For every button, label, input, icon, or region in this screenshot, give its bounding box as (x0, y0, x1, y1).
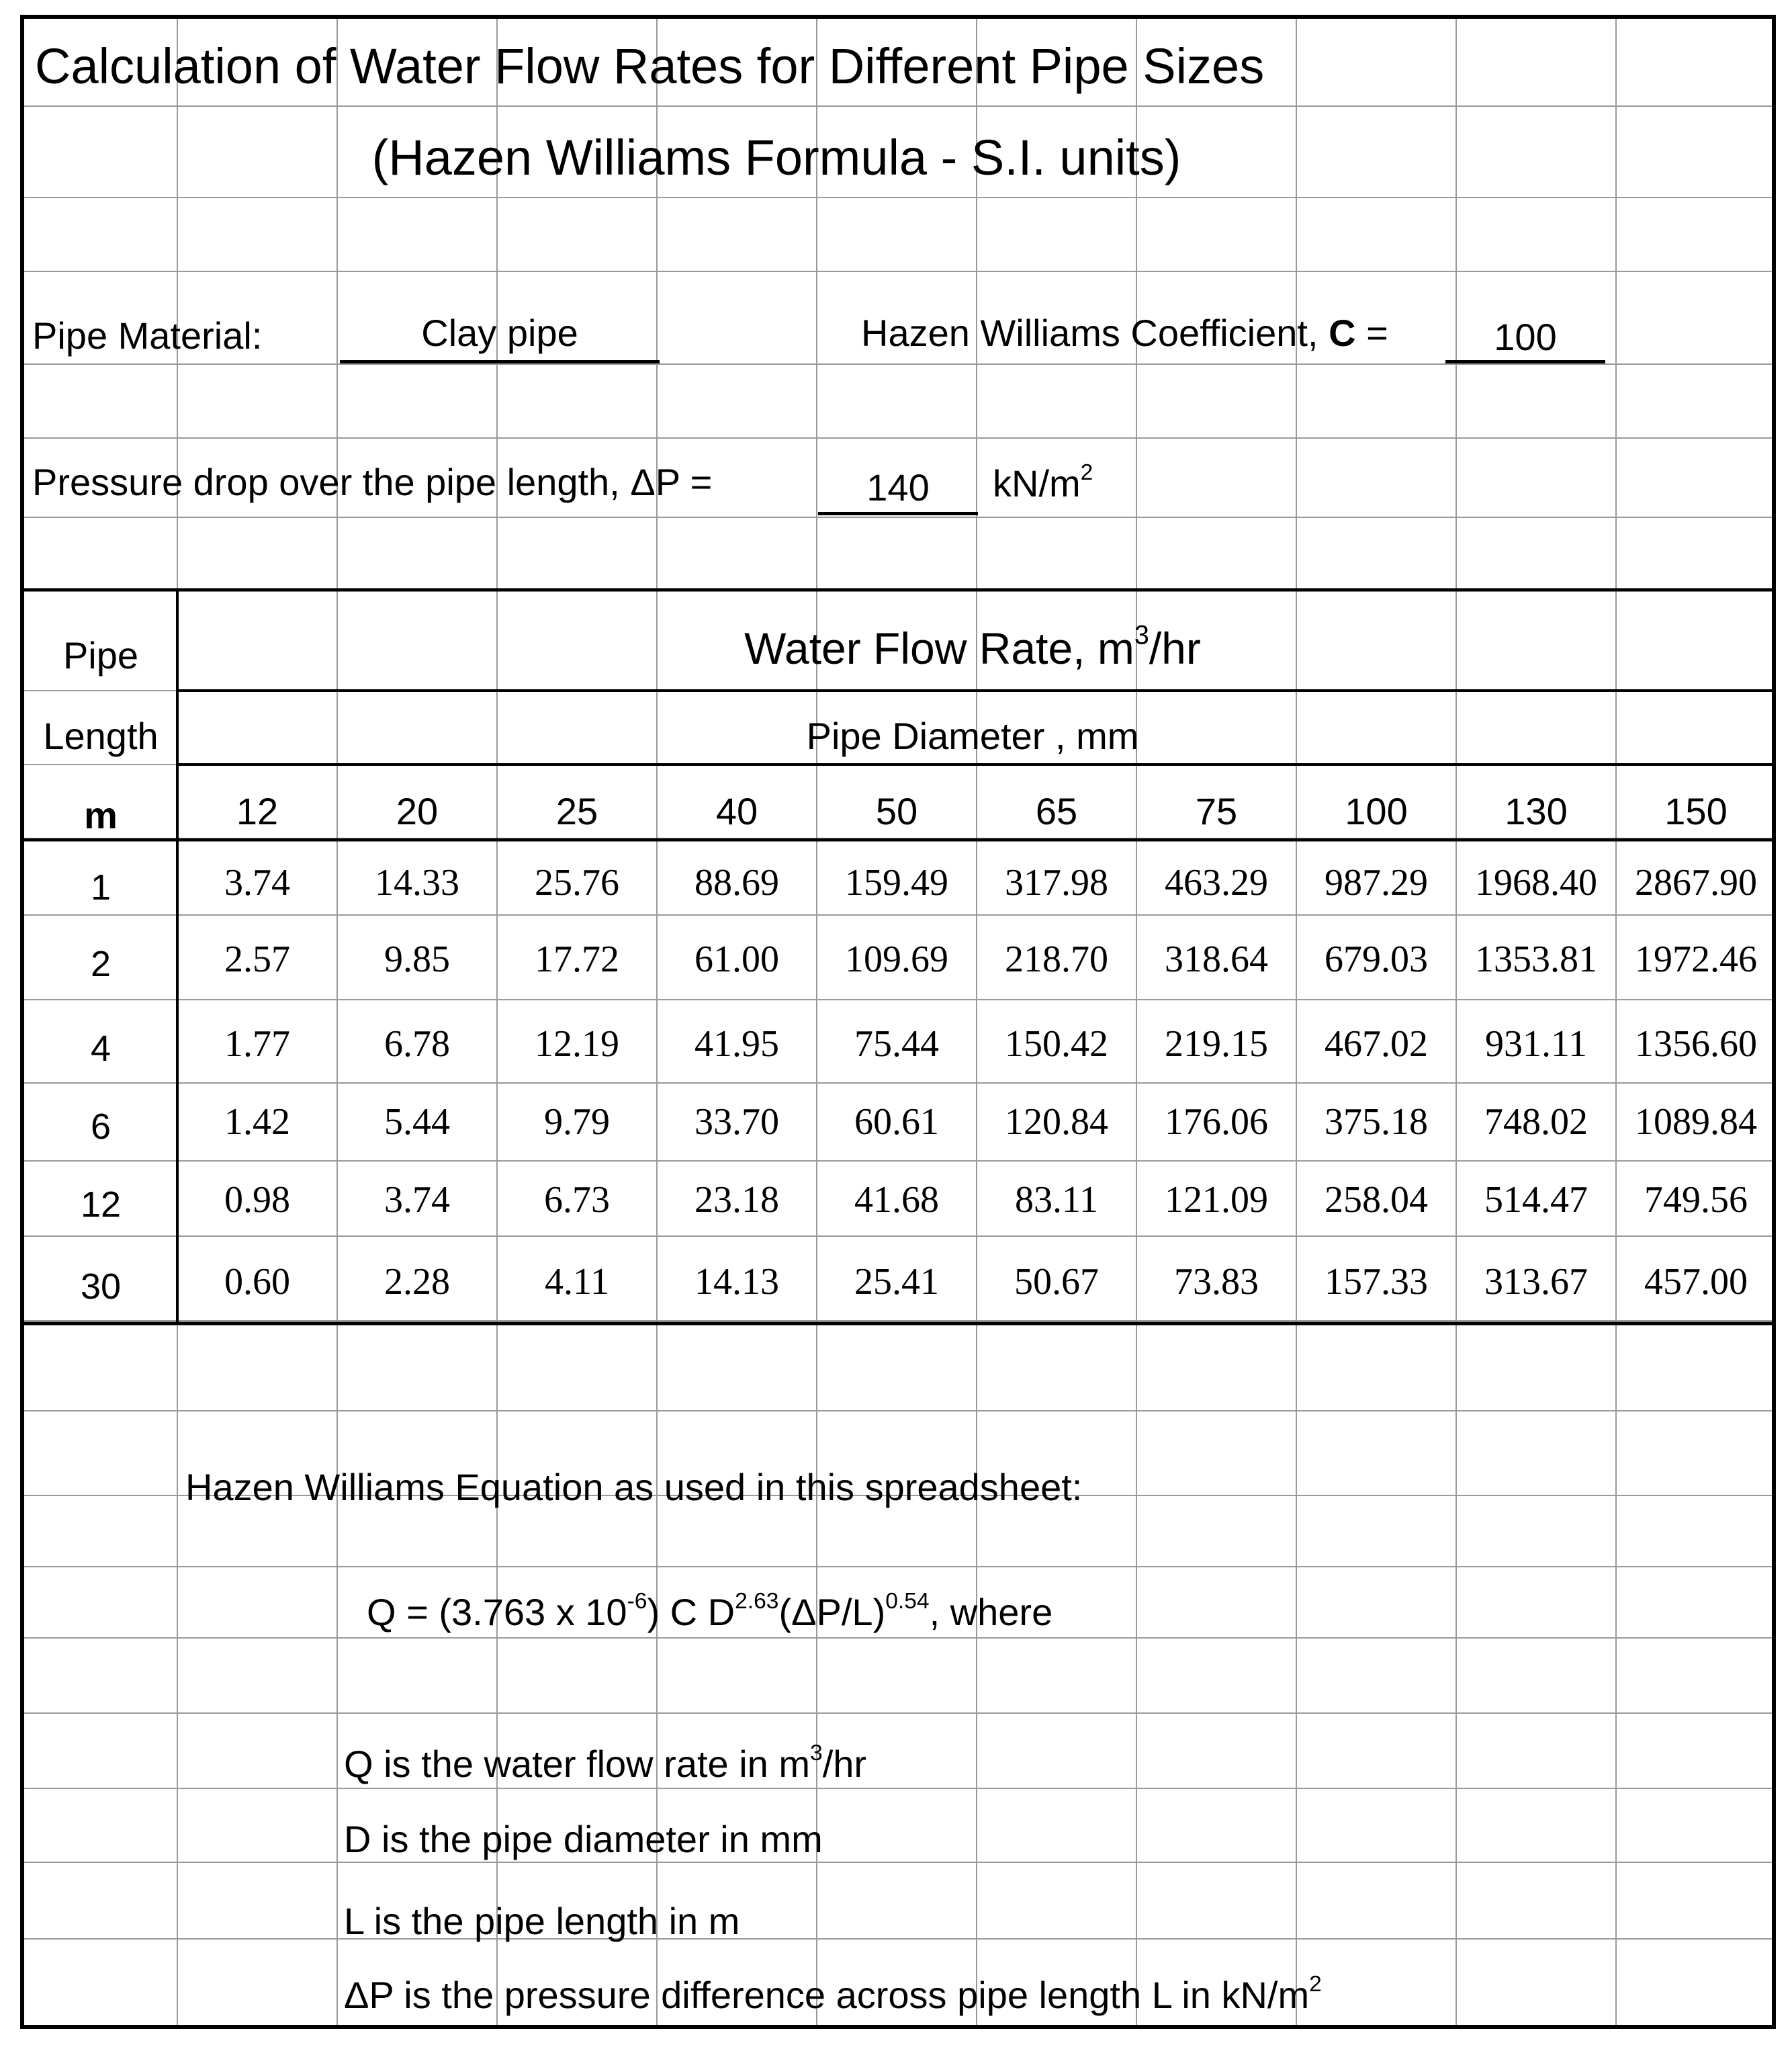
diameter-header-50: 50 (875, 790, 918, 832)
table-cell[interactable]: 467.02 (1325, 1023, 1428, 1065)
pipe-material-label: Pipe Material: (32, 314, 263, 357)
diameter-header-75: 75 (1195, 790, 1238, 832)
page-subtitle: (Hazen Williams Formula - S.I. units) (371, 130, 1181, 185)
table-cell[interactable]: 41.68 (854, 1179, 939, 1221)
table-cell[interactable]: 61.00 (695, 939, 779, 980)
table-cell[interactable]: 1972.46 (1635, 939, 1757, 980)
table-cell[interactable]: 109.69 (845, 939, 948, 980)
row-length: 4 (90, 1029, 111, 1069)
diameter-header-25: 25 (555, 790, 598, 832)
table-cell[interactable]: 150.42 (1005, 1023, 1108, 1065)
table-cell[interactable]: 176.06 (1165, 1101, 1268, 1143)
pipe-material-underline (340, 360, 660, 363)
diameter-header-20: 20 (396, 790, 439, 832)
table-cell[interactable]: 1968.40 (1475, 862, 1597, 904)
table-cell[interactable]: 157.33 (1325, 1261, 1428, 1303)
diameter-header-12: 12 (236, 790, 279, 832)
table-cell[interactable]: 50.67 (1014, 1261, 1099, 1303)
table-cell[interactable]: 25.76 (535, 862, 619, 904)
table-cell[interactable]: 2.28 (384, 1261, 450, 1303)
row-length: 6 (90, 1106, 111, 1147)
table-cell[interactable]: 514.47 (1484, 1179, 1588, 1221)
table-cell[interactable]: 6.78 (384, 1023, 450, 1065)
table-cell[interactable]: 73.83 (1174, 1261, 1259, 1303)
diameter-header-100: 100 (1345, 790, 1408, 832)
coefficient-underline (1445, 360, 1605, 363)
table-cell[interactable]: 0.60 (224, 1261, 290, 1303)
pressure-value[interactable]: 140 (866, 466, 930, 509)
table-cell[interactable]: 1089.84 (1635, 1101, 1757, 1143)
equation: Q = (3.763 x $10^{-6}$) C $D^{2.63}(\Delta P/L)^{0.54}$, where (367, 1588, 1053, 1633)
coefficient-value[interactable]: 100 (1494, 316, 1557, 358)
row-length: 1 (90, 867, 111, 908)
diameter-title: Pipe Diameter , mm (806, 715, 1139, 757)
table-cell[interactable]: 88.69 (695, 862, 779, 904)
table-cell[interactable]: 6.73 (544, 1179, 610, 1221)
table-cell[interactable]: 9.85 (384, 939, 450, 980)
diameter-header-65: 65 (1035, 790, 1078, 832)
table-cell[interactable]: 318.64 (1165, 939, 1268, 980)
table-cell[interactable]: 14.13 (695, 1261, 779, 1303)
diameter-header-40: 40 (715, 790, 758, 832)
table-cell[interactable]: 2.57 (224, 939, 290, 980)
spreadsheet (20, 15, 1776, 2029)
table-cell[interactable]: 987.29 (1325, 862, 1428, 904)
table-cell[interactable]: 23.18 (695, 1179, 779, 1221)
table-cell[interactable]: 33.70 (695, 1101, 779, 1143)
table-cell[interactable]: 218.70 (1005, 939, 1108, 980)
pressure-underline (818, 512, 978, 515)
table-cell[interactable]: 931.11 (1485, 1023, 1587, 1065)
table-cell[interactable]: 14.33 (375, 862, 459, 904)
d-definition: D is the pipe diameter in mm (344, 1818, 823, 1860)
page-title: Calculation of Water Flow Rates for Different Pipe Sizes (35, 38, 1265, 94)
table-cell[interactable]: 9.79 (544, 1101, 610, 1143)
diameter-header-150: 150 (1664, 790, 1728, 832)
table-cell[interactable]: 25.41 (854, 1261, 939, 1303)
pipe-material-value[interactable]: Clay pipe (421, 312, 578, 354)
table-cell[interactable]: 749.56 (1644, 1179, 1748, 1221)
table-cell[interactable]: 313.67 (1484, 1261, 1588, 1303)
table-cell[interactable]: 120.84 (1005, 1101, 1108, 1143)
pressure-unit: $kN/m^2$ (993, 460, 1093, 505)
l-definition: L is the pipe length in m (344, 1900, 740, 1942)
table-cell[interactable]: 3.74 (224, 862, 290, 904)
table-cell[interactable]: 1356.60 (1635, 1023, 1757, 1065)
table-cell[interactable]: 60.61 (854, 1101, 939, 1143)
table-cell[interactable]: 375.18 (1325, 1101, 1428, 1143)
table-cell[interactable]: 748.02 (1484, 1101, 1588, 1143)
dp-definition: ΔP is the pressure difference across pipe length L in $kN/m^2$ (344, 1971, 1322, 2016)
row-length: 30 (80, 1266, 122, 1307)
header-m: m (84, 794, 118, 836)
flow-rate-title: Water Flow Rate, $m^3/hr$ (744, 620, 1201, 673)
table-cell[interactable]: 258.04 (1325, 1179, 1428, 1221)
table-cell[interactable]: 0.98 (224, 1179, 290, 1221)
coefficient-label: Hazen Williams Coefficient, C = (861, 312, 1388, 354)
table-cell[interactable]: 463.29 (1165, 862, 1268, 904)
table-cell[interactable]: 1.77 (224, 1023, 290, 1065)
table-cell[interactable]: 4.11 (545, 1261, 609, 1303)
q-definition: Q is the water flow rate in $m^3/hr$ (344, 1740, 867, 1785)
table-cell[interactable]: 1.42 (224, 1101, 290, 1143)
diameter-header-130: 130 (1505, 790, 1568, 832)
table-cell[interactable]: 3.74 (384, 1179, 450, 1221)
table-cell[interactable]: 5.44 (384, 1101, 450, 1143)
table-cell[interactable]: 2867.90 (1635, 862, 1757, 904)
header-pipe: Pipe (62, 634, 139, 677)
row-length: 12 (80, 1184, 122, 1225)
table-cell[interactable]: 75.44 (854, 1023, 939, 1065)
pressure-label: Pressure drop over the pipe length, ΔP = (32, 461, 713, 503)
table-cell[interactable]: 83.11 (1015, 1179, 1098, 1221)
table-cell[interactable]: 12.19 (535, 1023, 619, 1065)
table-cell[interactable]: 317.98 (1005, 862, 1108, 904)
table-cell[interactable]: 219.15 (1165, 1023, 1268, 1065)
table-cell[interactable]: 17.72 (535, 939, 619, 980)
equation-intro: Hazen Williams Equation as used in this spreadsheet: (185, 1466, 1083, 1508)
table-cell[interactable]: 121.09 (1165, 1179, 1268, 1221)
header-length: Length (43, 715, 159, 757)
table-cell[interactable]: 457.00 (1644, 1261, 1748, 1303)
table-cell[interactable]: 159.49 (845, 862, 948, 904)
table-cell[interactable]: 1353.81 (1475, 939, 1597, 980)
row-length: 2 (90, 944, 111, 984)
table-cell[interactable]: 41.95 (695, 1023, 779, 1065)
table-cell[interactable]: 679.03 (1325, 939, 1428, 980)
